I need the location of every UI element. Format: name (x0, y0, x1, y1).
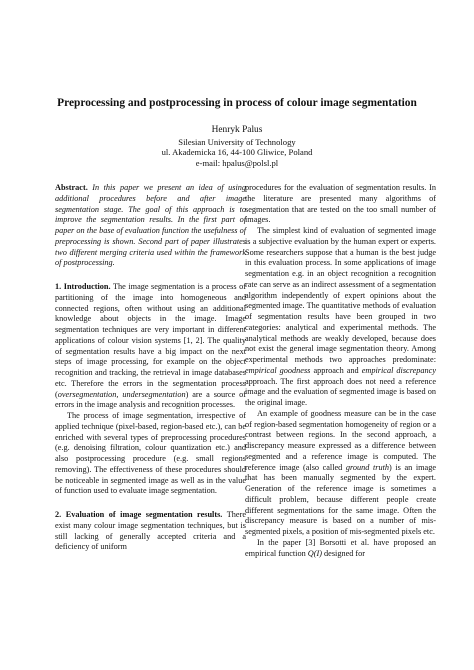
right-column (245, 183, 436, 559)
intro-text-b: ) are a source of errors in the image analysis and recognition processes. (55, 389, 246, 410)
section-2-paragraph (55, 510, 246, 553)
left-column (55, 183, 246, 553)
author-address: ul. Akademicka 16, 44-100 Gliwice, Poland (161, 147, 313, 158)
author-block (100, 124, 374, 168)
section-2-heading: 2. Evaluation of image segmentation results. (55, 510, 223, 519)
right-paragraph-1: procedures for the evaluation of segmentation results. In the literature are presented many algorithms of segmentation that are tested on the too small number of images. (245, 183, 436, 225)
author-email: e-mail: hpalus@polsl.pl (195, 157, 279, 168)
p2-emphasis-2: empirical discrepancy (361, 365, 436, 375)
section-1-heading: 1. Introduction. (55, 282, 111, 291)
right-paragraph-2 (245, 226, 436, 409)
right-paragraph-3 (245, 409, 436, 538)
intro-text-emphasis: oversegmentation, undersegmentation (57, 389, 186, 399)
intro-paragraph-1 (55, 282, 246, 411)
right-paragraph-4 (245, 538, 436, 560)
abstract-text: In this paper we present an idea of using additional procedures before and after image segmentation stage. The goal of this approach is to improve the segmentation results. In the first part of paper on the base of evaluation function the usefulness of preprocessing is shown. Second part of paper illustrates two different merging criteria used within the framework of postprocessing. (55, 183, 247, 268)
author-name: Henryk Palus (211, 125, 263, 135)
abstract (55, 183, 246, 269)
p2-text-b: approach and (310, 365, 362, 375)
p3-text-a: An example of goodness measure can be in the case of region-based segmentation homogeneity of region or a contrast between regions. In the second approach, a discrepancy measure expressed as a difference between segmented and a reference image is computed. The reference image (also called (245, 408, 436, 472)
p4-text-a: In the paper [3] Borsotti et al. have proposed an empirical function (245, 537, 436, 558)
intro-paragraph-2: The process of image segmentation, irrespective of applied technique (pixel-based, region-based etc.), can be enriched with several types of preprocessing procedures (e.g. denoising filtration, colour quantization etc.) and also postprocessing procedure (e.g. small regions removing). The effectiveness of these procedures should be noticeable in segmented image as well as in the value of function used to evaluate image segmentation. (55, 411, 246, 496)
p2-text-a: The simplest kind of evaluation of segmented image is a subjective evaluation by the human expert or experts. Some researchers suppose that a human is the best judge in this evaluation process. In some applications of image segmentation e.g. in an object recognition a recognition rate can serve as an indirect assessment of a segmentation algorithm independently of expert opinions about the segmented image. The quantitative methods of evaluation of segmentation results have been grouped in two categories: analytical and experimental methods. The analytical methods are weakly developed, because does not exist the general image segmentation theory. Among experimental methods two approaches predominate: (245, 226, 436, 364)
p2-emphasis-1: empirical goodness (245, 365, 311, 375)
intro-text-a: The image segmentation is a process of partitioning of the image into homogeneous and connected regions, often without using an additional knowledge about objects in the image. Image segmentation techniques are very important in different applications of colour vision systems [1, 2]. The quality of segmentation results have a big impact on the next steps of image processing, for example on the object recognition and tracking, the retrieval in image databases etc. Therefore the errors in the segmentation process ( (55, 282, 246, 399)
p4-emphasis: Q(I) (307, 548, 322, 558)
p2-text-c: approach. The first approach does not need a reference image and the evaluation of segmented image is based on the original image. (245, 376, 436, 407)
abstract-label: Abstract. (55, 183, 88, 192)
p3-emphasis: ground truth (345, 462, 390, 472)
p4-text-b: designed for (321, 548, 366, 558)
author-affiliation: Silesian University of Technology (178, 136, 296, 147)
section-2-text: There exist many colour image segmentation techniques, but is still lacking of generally accepted criteria and a deficiency of uniform (55, 510, 246, 552)
paper-title: Preprocessing and postprocessing in process of colour image segmentation (57, 97, 417, 109)
p3-text-b: ) is an image that has been manually segmented by the expert. Generation of the reference image is sometimes a difficult problem, because different people create different segmentations for the same image. Often the discrepancy measure is based on a number of mis-segmented pixels, a position of mis-segmented pixels etc. (245, 462, 436, 536)
